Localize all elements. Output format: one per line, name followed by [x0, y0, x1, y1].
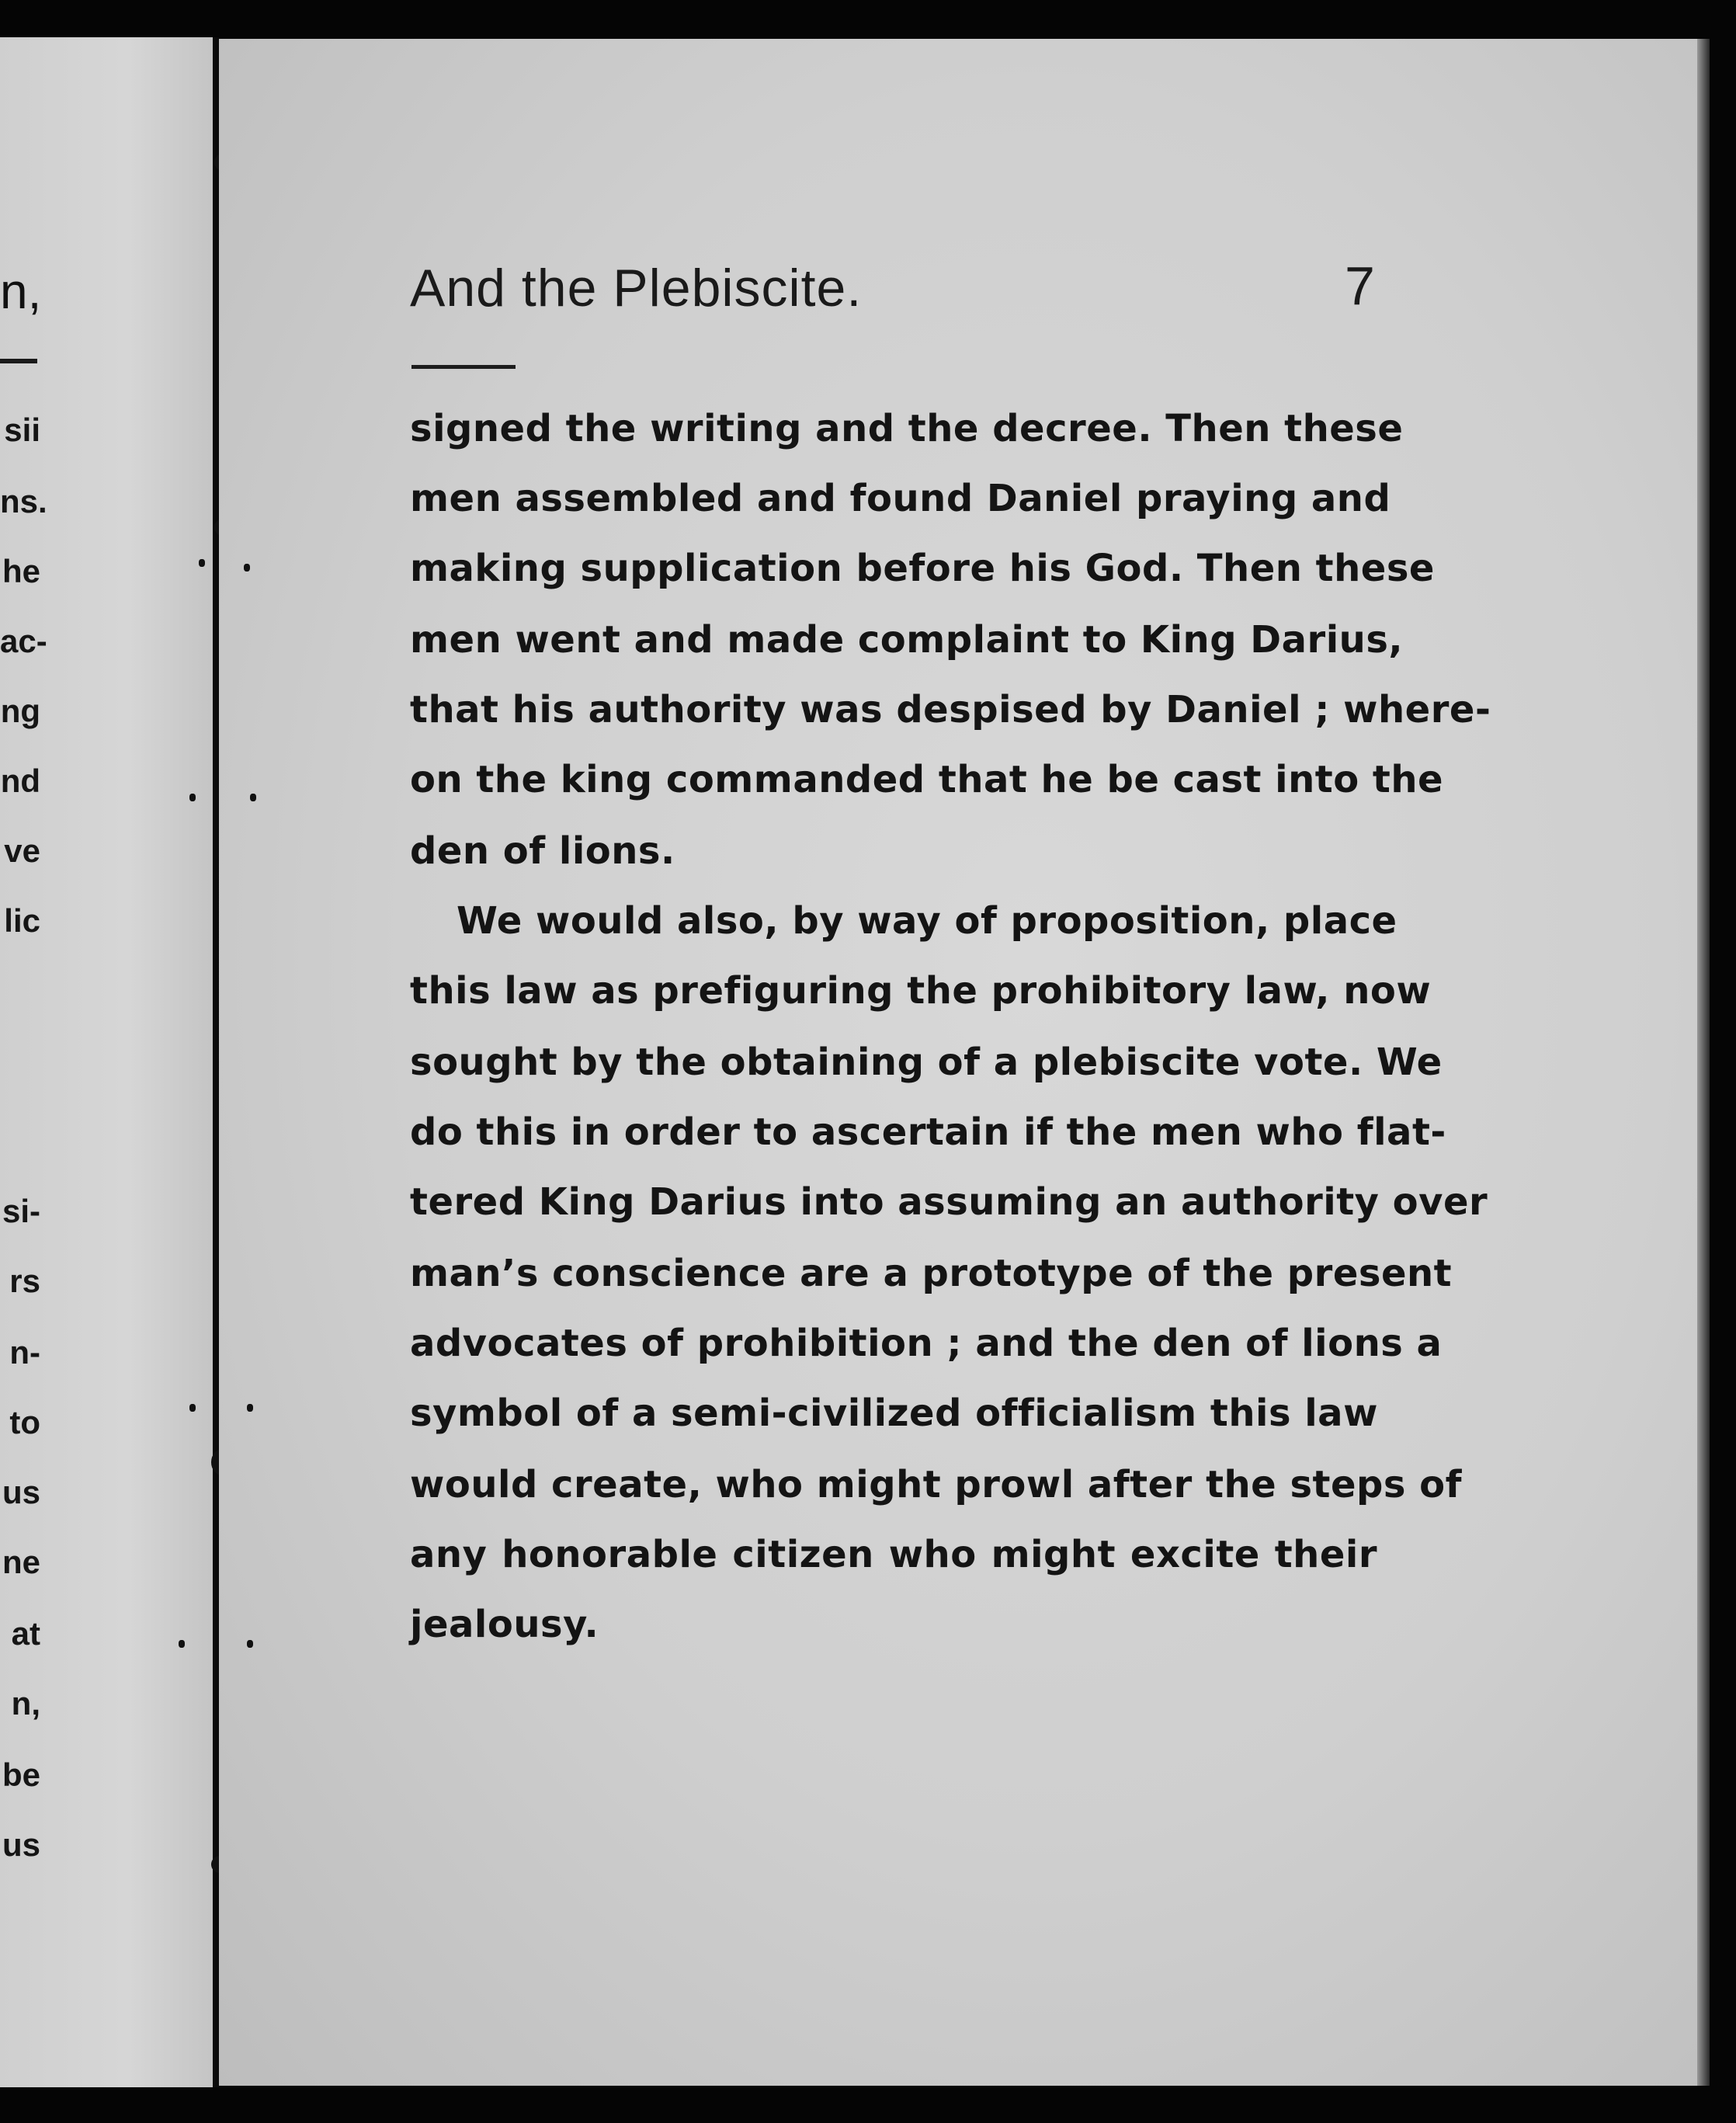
left-page-heading: n,	[0, 263, 42, 319]
left-page-line: ns.	[0, 483, 47, 519]
left-page-line: ac-	[0, 623, 47, 659]
body-text-line: We would also, by way of proposition, place	[457, 899, 1397, 943]
body-text-line: this law as prefiguring the prohibitory law, now	[410, 969, 1432, 1013]
left-page-line: ne	[2, 1544, 40, 1580]
body-text-line: on the king commanded that he be cast into the	[410, 758, 1444, 801]
body-text-line: men assembled and found Daniel praying and	[410, 477, 1391, 520]
body-text-line: man’s conscience are a prototype of the present	[410, 1252, 1453, 1295]
speck	[247, 1404, 253, 1412]
left-page-line: lic	[4, 902, 40, 939]
body-text-line: den of lions.	[410, 829, 675, 873]
page-number: 7	[1345, 255, 1375, 316]
body-text-line: advocates of prohibition ; and the den of lions a	[410, 1322, 1443, 1365]
speck	[179, 1640, 185, 1648]
page-edge-shadow	[1697, 39, 1710, 2086]
body-text-line: would create, who might prowl after the steps of	[410, 1463, 1463, 1506]
speck	[247, 1640, 253, 1648]
left-page-line: nd	[0, 763, 40, 799]
speck	[199, 559, 205, 567]
body-text-line: any honorable citizen who might excite their	[410, 1533, 1377, 1576]
body-text-line: sought by the obtaining of a plebiscite vote. We	[410, 1041, 1443, 1084]
left-page-line: n-	[9, 1334, 40, 1371]
body-text-line: do this in order to ascertain if the men who flat-	[410, 1110, 1446, 1154]
speck	[250, 794, 256, 801]
book-gutter	[213, 37, 219, 2087]
left-page-line: at	[11, 1615, 40, 1652]
speck	[244, 564, 250, 572]
left-page-line: sii	[4, 412, 40, 448]
body-text-line: jealousy.	[410, 1603, 599, 1646]
left-page-line: us	[2, 1826, 40, 1863]
left-page-line: be	[2, 1756, 40, 1793]
left-page-line: si-	[2, 1193, 40, 1229]
left-page-line: ng	[0, 693, 40, 729]
body-text-line: that his authority was despised by Daniel ; where-	[410, 688, 1491, 731]
left-page-rule	[0, 359, 37, 363]
body-text-line: symbol of a semi-civilized officialism this law	[410, 1392, 1378, 1435]
running-head: And the Plebiscite.	[410, 259, 863, 318]
speck	[189, 794, 196, 801]
left-page-line: ve	[4, 832, 40, 869]
left-page-line: he	[2, 553, 40, 589]
body-text-line: making supplication before his God. Then these	[410, 547, 1435, 590]
body-text-line: tered King Darius into assuming an authority over	[410, 1180, 1488, 1224]
speck	[189, 1404, 196, 1412]
header-rule	[411, 365, 516, 369]
body-text-line: signed the writing and the decree. Then these	[410, 407, 1404, 450]
body-text-line: men went and made complaint to King Darius,	[410, 618, 1404, 662]
left-page-line: to	[9, 1404, 40, 1440]
left-page-line: rs	[9, 1263, 40, 1299]
left-page-line: us	[2, 1474, 40, 1510]
left-page-line: n,	[11, 1685, 40, 1722]
